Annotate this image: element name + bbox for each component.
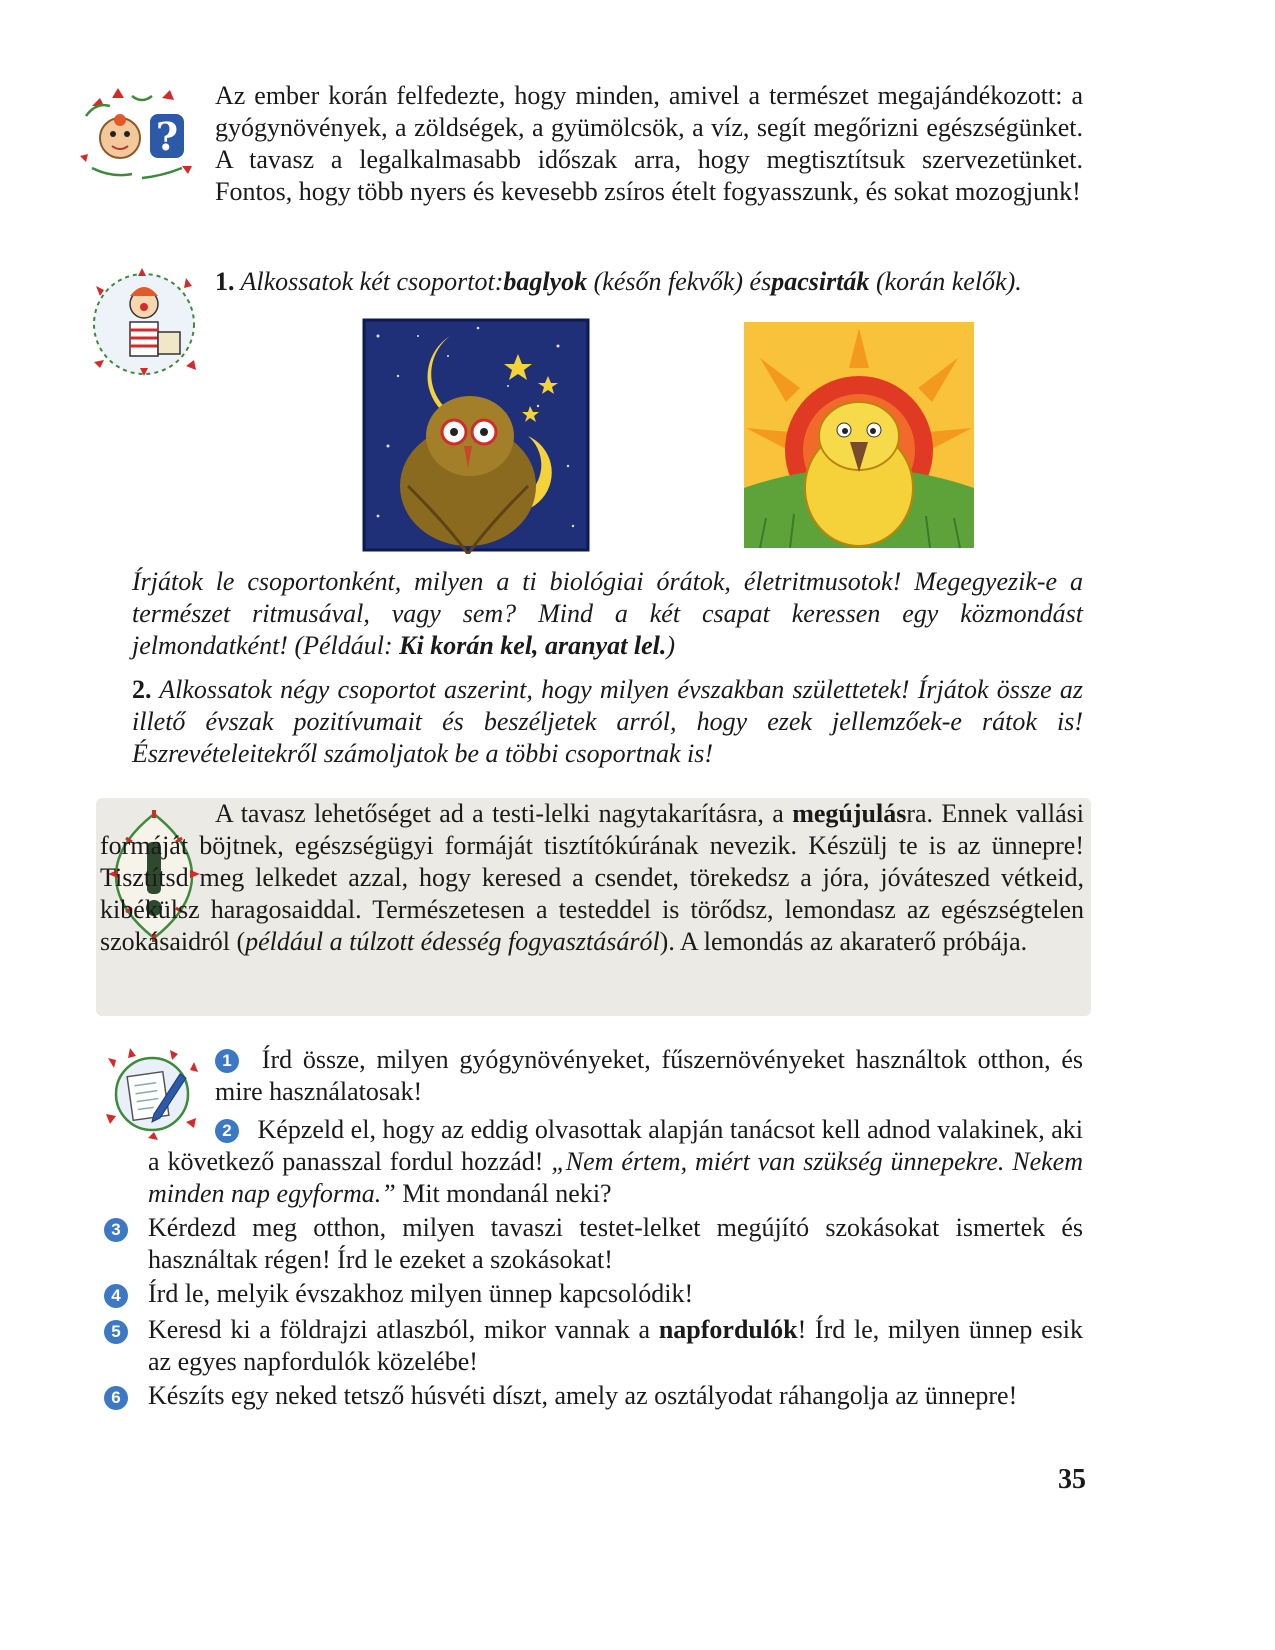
note-box-paragraph [100, 798, 1084, 958]
task-1-term-owls: baglyok [503, 267, 588, 296]
task-1-number: 1. [215, 267, 235, 296]
task-1-lead: Alkossatok két csoportot: [240, 267, 504, 296]
task-2-text: Alkossatok négy csoportot aszerint, hogy milyen évszakban születtetek! Írjátok össze az illető évszak pozitívumait és beszéljetek arról, hogy ezek jellemzőek-e rátok is! Észrevételeitekről számoljatok be a többi csoportnak is! [132, 675, 1083, 768]
task-1-followup [132, 566, 1083, 662]
note-box-italic: például a túlzott édesség fogyasztásáról [245, 927, 660, 956]
exercise-3-number-badge: 3 [104, 1218, 128, 1242]
svg-text:?: ? [155, 114, 179, 159]
task-2 [132, 674, 1083, 770]
exercise-4-number-badge: 4 [104, 1284, 128, 1308]
clown-icon [86, 266, 202, 382]
exercise-1-text: Írd össze, milyen gyógynövényeket, fűszernövényeket használtok otthon, és mire használatosak! [215, 1045, 1084, 1106]
lark-sun-illustration [740, 318, 978, 552]
exercise-2-after: Mit mondanál neki? [402, 1179, 612, 1208]
page-number: 35 [1058, 1464, 1086, 1495]
exercise-1 [215, 1044, 1083, 1108]
exercise-5 [148, 1314, 1083, 1378]
proverb: Ki korán kel, aranyat lel. [399, 631, 667, 660]
exercise-4: Írd le, melyik évszakhoz milyen ünnep kapcsolódik! [148, 1279, 694, 1308]
task-1-term-larks: pacsirták [771, 267, 870, 296]
exercise-1-number-badge: 1 [215, 1049, 239, 1073]
exercise-6: Készíts egy neked tetsző húsvéti díszt, amely az osztályodat ráhangolja az ünnepre! [148, 1381, 1018, 1410]
task-1-followup-text: Írjátok le csoportonként, milyen a ti biológiai órátok, életritmusotok! Megegyezik-e a természet ritmusával, vagy sem? Mind a két csapat keressen egy közmondást jelmondatként! (Például: [132, 567, 1083, 660]
task-2-number: 2. [132, 675, 152, 704]
task-1 [215, 266, 1083, 298]
exercise-2-quote: „Nem értem, miért van szükség ünnepekre. Nekem minden nap egyforma.” [148, 1147, 1083, 1208]
note-box-part-3: ). A lemondás az akaraterő próbája. [659, 927, 1028, 956]
note-box-part-2: ra. Ennek vallási formáját böjtnek, egészségügyi formáját tisztítókúrának nevezik. Készülj te is az ünnepre! Tisztítsd meg lelkedet azzal, hogy keresed a csendet, törekedsz a jóra, jóváteszed vétkeid, kibékülsz haragosaiddal. Természetesen a testeddel is törődsz, lemondasz az egészségtelen szokásaidról ( [100, 799, 1084, 956]
task-1-term-larks-note: (korán kelők). [875, 267, 1022, 296]
proverb-close: ) [666, 631, 676, 660]
task-1-term-owls-note: (későn fekvők) és [593, 267, 772, 296]
note-box-highlight: megújulás [792, 799, 907, 828]
exercise-2 [148, 1114, 1083, 1210]
exercise-2-number-badge: 2 [215, 1119, 239, 1143]
question-head-icon [72, 86, 200, 186]
intro-paragraph: Az ember korán felfedezte, hogy minden, amivel a természet megajándékozott: a gyógynövények, a zöldségek, a gyümölcsök, a víz, segít megőrizni egészségünket. A tavasz a legalkalmasabb időszak arra, hogy megtisztítsuk szervezetünket. Fontos, hogy több nyers és kevesebb zsíros ételt fogyasszunk, és sokat mozogjunk! [215, 81, 1083, 206]
owl-moon-illustration [358, 316, 594, 554]
exercise-2-text: Képzeld el, hogy az eddig olvasottak alapján tanácsot kell adnod valakinek, aki a következő panasszal fordul hozzád! [148, 1115, 1083, 1176]
exercise-3: Kérdezd meg otthon, milyen tavaszi testet-lelket megújító szokásokat ismertek és használtak régen! Írd le ezeket a szokásokat! [148, 1213, 1083, 1274]
exercise-5-pre: Keresd ki a földrajzi atlaszból, mikor vannak a [148, 1315, 651, 1344]
note-box-text [100, 798, 1084, 958]
exercise-5-post: ! Írd le, milyen ünnep esik az egyes napfordulók közelébe! [148, 1315, 1084, 1376]
exercise-5-bold: napfordulók [658, 1315, 798, 1344]
note-box-part-1: A tavasz lehetőséget ad a testi-lelki nagytakarításra, a [215, 799, 784, 828]
exercise-5-number-badge: 5 [104, 1320, 128, 1344]
exercise-6-number-badge: 6 [104, 1386, 128, 1410]
